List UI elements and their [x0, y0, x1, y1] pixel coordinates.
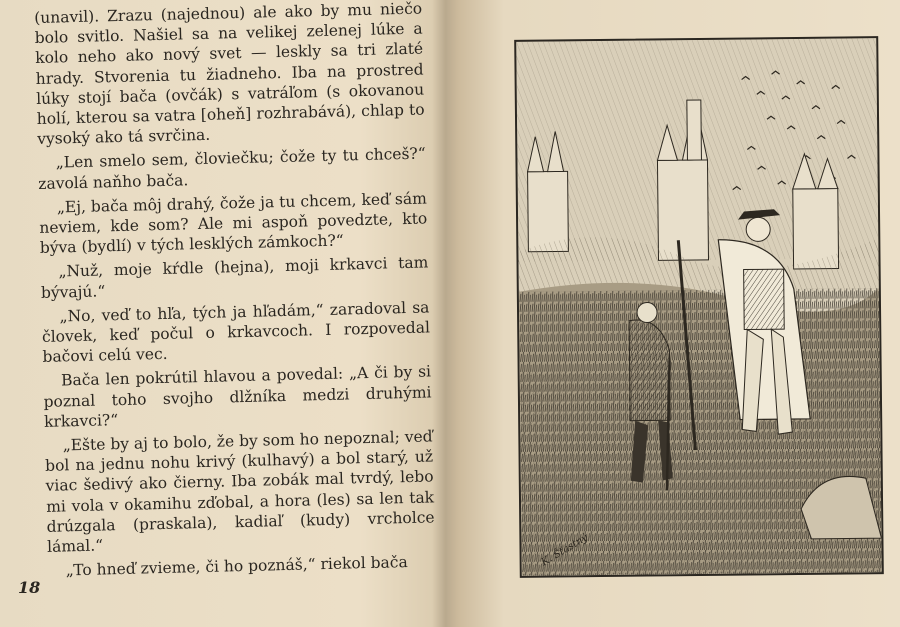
paragraph: „Ej, bača môj drahý, čože ja tu chcem, keď sám neviem, kde som? Ale mi aspoň povedzte, kto býva (bydlí) v tých lesklých zámkoch?“: [39, 189, 428, 258]
engraving-drawing: [516, 38, 882, 576]
right-page: [455, 0, 900, 627]
paragraph: (unavil). Zrazu (najednou) ale ako by mu niečo bolo svitlo. Našiel sa na velikej zelenej lúke a kolo neho ako nový svet — leskly sa tri zlaté hrady. Stvorenia tu žiadneho. Iba na prostred lúky stojí bača (ovčák) s vatráľom (s okovanou holí, kterou sa vatra [oheň] rozhrabává), chlap to vysoký ako tá svrčina.: [34, 0, 425, 149]
paragraph: „No, veď to hľa, tých ja hľadám,“ zaradoval sa človek, keď počul o krkavcoch. I rozpovedal bačovi celú vec.: [41, 298, 431, 367]
left-page: [0, 0, 445, 627]
paragraph: „Ešte by aj to bolo, že by som ho nepoznal; veď bol na jednu nohu krivý (kulhavý) a bol starý, už viac šedivý ako čierny. Iba zobák mal tvrdý, lebo mi vola v okamihu zďobal, a hora (les) sa len tak drúzgala (praskala), kadiaľ (kudy) vrcholce lámal.“: [44, 427, 435, 556]
engraving-illustration: [514, 36, 884, 578]
paragraph: „Nuž, moje kŕdle (hejna), moji krkavci tam bývajú.“: [40, 253, 429, 302]
paragraph: „To hneď zvieme, či ho poznáš,“ riekol bača: [65, 553, 408, 580]
paragraph: „Len smelo sem, človiečku; čože ty tu chceš?“ zavolá naňho bača.: [38, 144, 426, 193]
page-number: 18: [18, 578, 41, 597]
body-text: [34, 0, 436, 585]
paragraph: Bača len pokrútil hlavou a povedal: „A či by si poznal toho svojho dlžníka medzi druhými krkavci?“: [43, 362, 432, 431]
artist-signature: K. Šťastný: [539, 532, 590, 569]
